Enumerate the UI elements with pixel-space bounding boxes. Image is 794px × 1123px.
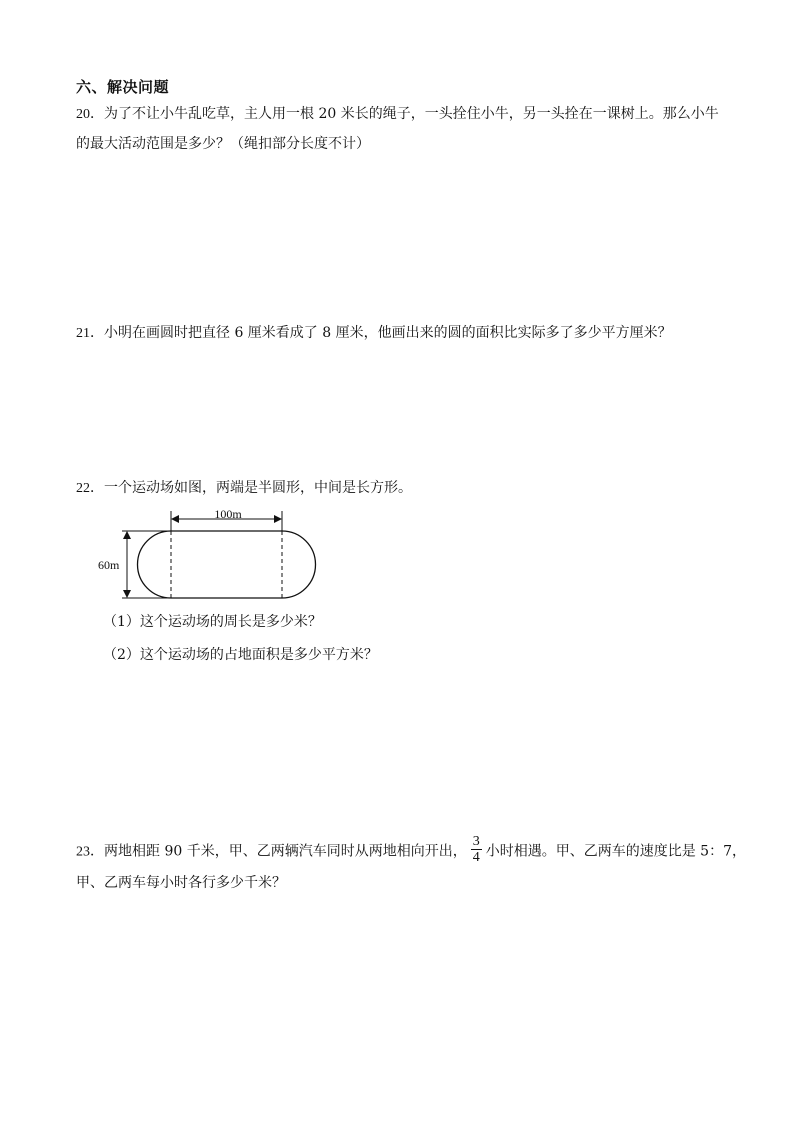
question-22-sub-1: （1）这个运动场的周长是多少米？ [103, 614, 322, 630]
fraction-three-quarters [471, 834, 482, 865]
question-20-text-1: 为了不让小牛乱吃草，主人用一根 20 米长的绳子，一头拴住小牛，另一头拴在一课树上。那么小牛 [104, 106, 719, 122]
question-21-number: 21． [76, 326, 104, 341]
question-23-text-after: 小时相遇。甲、乙两车的速度比是 5：7， [485, 843, 746, 860]
question-22-sub-2: （2）这个运动场的占地面积是多少平方米？ [103, 647, 378, 663]
question-20-line-2: 的最大活动范围是多少？（绳扣部分长度不计） [76, 136, 370, 152]
question-21-line-1 [76, 323, 672, 344]
question-21-text-1: 小明在画圆时把直径 6 厘米看成了 8 厘米，他画出来的圆的面积比实际多了多少平方厘米？ [104, 325, 672, 341]
section-title: 六、解决问题 [76, 78, 170, 96]
question-22-line-1 [76, 478, 412, 499]
question-23-line-1 [76, 836, 746, 867]
question-22-text-1: 一个运动场如图，两端是半圆形，中间是长方形。 [104, 480, 412, 496]
stadium-outline [138, 531, 316, 598]
fraction-numerator: 3 [472, 834, 480, 849]
question-22-number: 22． [76, 481, 104, 496]
fraction-denominator: 4 [472, 850, 480, 865]
question-23-line-2: 甲、乙两车每小时各行多少千米？ [76, 875, 286, 891]
question-23-number: 23． [76, 844, 104, 860]
question-20-line-1 [76, 104, 719, 125]
question-23-text-before: 两地相距 90 千米，甲、乙两辆汽车同时从两地相向开出， [104, 843, 467, 860]
width-label: 100m [214, 507, 242, 521]
height-label: 60m [98, 558, 120, 572]
stadium-figure [92, 504, 322, 606]
question-20-number: 20． [76, 107, 104, 122]
